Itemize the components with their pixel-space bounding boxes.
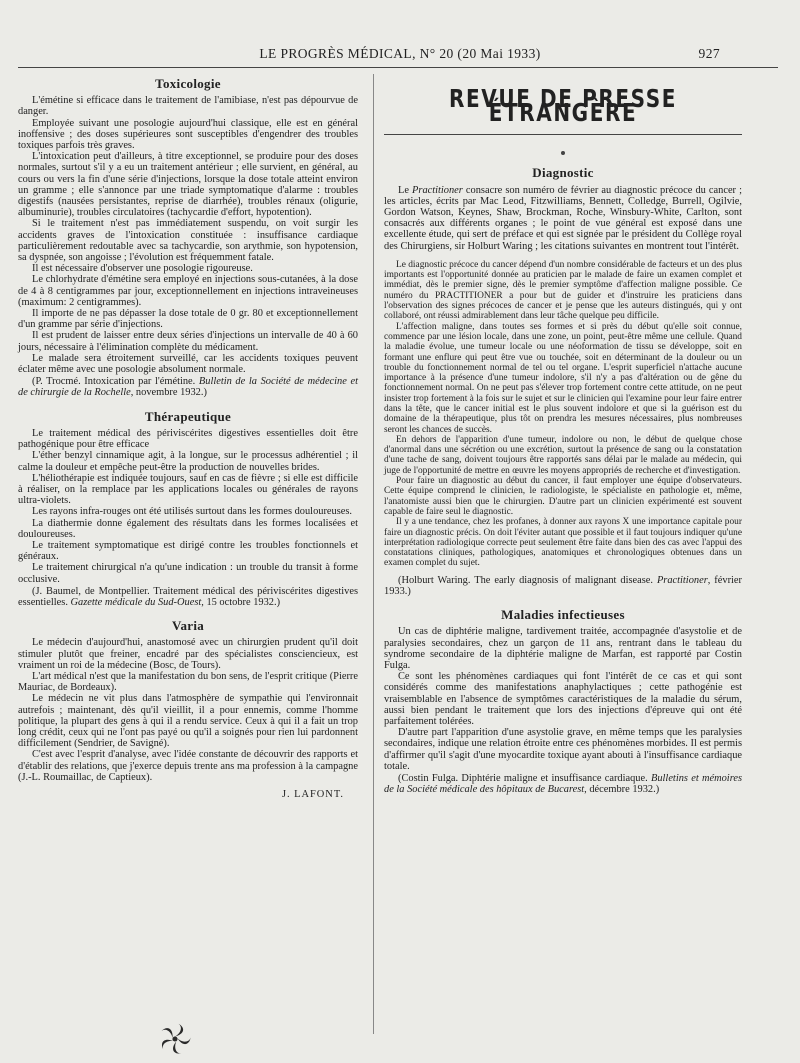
varia-heading: Varia [171, 618, 205, 634]
paragraph: Si le traitement n'est pas immédiatement suspendu, on voit surgir les accidents graves de l'intoxication constituée : insuffisance cardiaque particulièrement redoutable avec sa tachycardie, son arythmie, son hypotension, sa dyspnée, son angoisse ; l'évolution est fréquemment fatale. [18, 218, 358, 264]
excerpt: Le diagnostic précoce du cancer dépend d'un nombre considérable de facteurs et un des plus importants est l'opportunité donnée au praticien par le malade de faire un examen complet et immédiat, dès le premier signe, dès le premier symptôme d'affection maligne possible. Ce numéro du PRACTITIONER a pour but de guider et d'instruire les praticiens dans l'observation des signes précoces de cancer et je pense que les auteurs distingués, qui y ont collaboré, ont réussi admirablement dans leur tâche quelque peu difficile. [384, 259, 742, 322]
reference [18, 586, 358, 608]
paragraph: Le chlorhydrate d'émétine sera employé en injections sous-cutanées, à la dose de 4 à 8 centigrammes par jour, exceptionnellement en injections intraveineuses (maximum: 2 centigrammes). [18, 274, 358, 308]
paragraph: Les rayons infra-rouges ont été utilisés surtout dans les formes douloureuses. [32, 506, 353, 518]
bullet-dot-icon [561, 151, 565, 155]
paragraph: L'éther benzyl cinnamique agit, à la longue, sur le processus adhérentiel ; il calme la douleur et empêche peut-être la production de nouvelles brides. [18, 450, 358, 473]
paragraph: Le traitement symptomatique est dirigé contre les troubles fonctionnels et généraux. [18, 539, 358, 563]
intro-text: Le [398, 184, 413, 196]
reference-date: , février 1933.) [384, 574, 742, 597]
therapeutique-heading: Thérapeutique [144, 408, 232, 424]
paragraph: Il est prudent de laisser entre deux séries d'injections un intervalle de 40 à 60 jours, nécessaire à l'élimination complète du médicament. [18, 330, 358, 353]
diagnostic-section [384, 167, 742, 597]
section-title: REVUE DE PRESSE ÉTRANGÈRE [449, 83, 677, 128]
reference-author: (J. Baumel, de Montpellier. Traitement médical des périviscérites digestives essentielles. [18, 585, 358, 608]
reference-author: (Holburt Waring. The early diagnosis of malignant disease. [398, 574, 657, 586]
maladies-heading: Maladies infectieuses [501, 607, 625, 623]
journal-title: LE PROGRÈS MÉDICAL, N° 20 (20 Mai 1933) [259, 46, 541, 61]
running-head [0, 46, 800, 66]
excerpt: En dehors de l'apparition d'une tumeur, indolore ou non, le début de quelque chose d'anormal dans une sécrétion ou une excrétion, surtout la présence de sang ou la constatation d'une tache de sang, doivent toujours être rapportés sans délai par le malade au médecin, qui juge de l'opportunité de mettre en œuvre les moyens appropriés de recherche et d'investigation. [384, 434, 742, 476]
reference-journal: Practitioner [656, 574, 708, 586]
page-number: 927 [698, 46, 720, 61]
diagnostic-heading: Diagnostic [532, 165, 594, 181]
paragraph: D'autre part l'apparition d'une asystolie grave, en même temps que les paralysies secondaires, indique une relation étroite entre ces phénomènes morbides. Il est permis d'affirmer qu'il s'agit d'une myocardite toxique ayant abouti à l'insuffisance cardiaque totale. [384, 727, 742, 772]
intro-paragraph [384, 185, 742, 252]
signature: J. LAFONT. [281, 788, 344, 800]
paragraph: Il importe de ne pas dépasser la dose totale de 0 gr. 80 et exceptionnellement d'un gramme par série d'injections. [18, 308, 358, 331]
paragraph: C'est avec l'esprit d'analyse, avec l'idée constante de découvrir des rapports et d'établir des relations, que j'exerce depuis trente ans ma profession à la campagne (J.-L. Roumaillac, de Captieux). [18, 749, 358, 783]
paragraph: Le médecin ne vit plus dans l'atmosphère de sympathie qui l'environnait autrefois ; maintenant, dès qu'il vieillit, il a pour ennemis, comme l'homme politique, la plupart des gens à qui il a rendu service. Ceux à qui il a fait un trop long crédit, ceux qui ne l'ont pas payé ou qu'il a soignés pour rien lui pardonnent difficilement (Sendrier, de Savigné). [18, 693, 358, 750]
reference-date: , novembre 1932.) [130, 387, 207, 399]
left-column [18, 78, 358, 800]
reference-journal: Bulletin de la Société de médecine et de chirurgie de la Rochelle [18, 376, 358, 399]
reference [384, 773, 742, 795]
varia-section [18, 620, 358, 800]
intro-journal: Practitioner [412, 184, 463, 196]
intro-text: consacre son numéro de février au diagnostic précoce du cancer ; les articles, écrits par Mac Leod, Fitzwilliams, Bennett, Colledge, Burrell, Ogilvie, Gordon Watson, Keynes, Shaw, Brockman, Roche, Winsbury-White, Carlton, sont consacrés aux différents organes ; le point de vue général est exposé dans une excellente étude, qui sert de préface et qui est signée par le président du Collège royal des Chirurgiens, sir Holburt Waring ; les citations suivantes en montrent tout l'intérêt. [384, 184, 742, 252]
column-divider [373, 74, 374, 1034]
paragraph: Le traitement médical des périviscérites digestives essentielles doit être pathogénique pour être efficace [18, 427, 358, 451]
therapeutique-section [18, 408, 358, 608]
printer-ornament-icon [158, 1022, 192, 1056]
reference-author: (Costin Fulga. Diphtérie maligne et insuffisance cardiaque. [398, 772, 651, 784]
excerpt: Pour faire un diagnostic au début du cancer, il faut employer une équipe d'observateurs. Cette équipe comprend le clinicien, le radiologiste, le spécialiste en pathologie et, même, l'anatomiste aussi bien que le chirurgien. D'autre part un clinicien expérimenté est souvent capable de faire seul le diagnostic. [384, 476, 742, 517]
paragraph: La diathermie donne également des résultats dans les formes localisées et douloureuses. [18, 517, 358, 540]
excerpt: Il y a une tendance, chez les profanes, à donner aux rayons X une importance capitale pour faire un diagnostic précis. On doit l'éviter autant que possible et il faut toujours indiquer qu'une interprétation radiologique correcte peut seulement être faite dans bien des cas avec l'appui des constatations cliniques, pathologiques, anatomiques et chronologiques obtenues dans un examen complet du sujet. [384, 517, 742, 569]
paragraph: Employée suivant une posologie aujourd'hui classique, elle est en général inoffensive ; des doses supérieures sont susceptibles d'engendrer des troubles toxiques parfois très graves. [18, 117, 358, 152]
paragraph: L'émétine si efficace dans le traitement de l'amibiase, n'est pas dépourvue de danger. [18, 95, 358, 118]
reference [18, 376, 358, 398]
paragraph: L'héliothérapie est indiquée toujours, sauf en cas de fièvre ; si elle est difficile à réaliser, on la remplace par les applications locales ou générales de rayons ultra-violets. [18, 472, 358, 507]
reference-journal: Bulletins et mémoires de la Société médicale des hôpitaux de Bucarest [384, 772, 743, 796]
quoted-excerpts [384, 260, 742, 569]
header-rule [18, 67, 778, 68]
reference-date: , 15 octobre 1932.) [201, 596, 281, 608]
maladies-section [384, 609, 742, 795]
paragraph: Le médecin d'aujourd'hui, anastomosé avec un chirurgien prudent qu'il doit stimuler plutôt que freiner, encadré par des spécialistes consciencieux, est vraiment un roi de la médecine (Bosc, de Tours). [18, 637, 358, 671]
toxicologie-section [18, 78, 358, 399]
paragraph: Le malade sera étroitement surveillé, car les accidents toxiques peuvent éclater même avec une posologie absolument normale. [18, 352, 358, 376]
paragraph: L'intoxication peut d'ailleurs, à titre exceptionnel, se produire pour des doses normales, surtout s'il y a eu un traitement antérieur ; elle survient, en général, au cours ou vers la fin d'une série d'injections, lorsque la dose totale atteint environ un gramme ; elle s'annonce par une triade symptomatique d'alarme : troubles digestifs (nausées persistantes, reprise de diarrhée), troubles rénaux (oligurie, albuminurie), troubles circulatoires (tachycardie d'effort, hypotention). [18, 151, 358, 219]
paragraph: Il est nécessaire d'observer une posologie rigoureuse. [32, 263, 253, 275]
reference-author: (P. Trocmé. Intoxication par l'émétine. [32, 376, 199, 388]
reference-date: , décembre 1932.) [584, 784, 660, 796]
excerpt: L'affection maligne, dans toutes ses formes et si près du début qu'elle soit connue, commence par une lésion locale, dans une zone, un point, peut-être même une cellule. Quand la maladie évolue, une tumeur locale ou une néoformation de tissu se développe, soit en formant une enflure qui peut être vue ou touchée, soit en déterminant de la douleur ou un trouble du fonctionnement normal de tel ou tel organe. L'esprit superficiel n'attache aucune importance à la présence d'une tumeur indolore, s'il n'y a pas d'altération ou de gêne du fonctionnement normal. On ne peut pas s'élever trop fortement contre cette attitude, on ne peut insister trop fortement à la fois sur le sujet et sur le clinicien qui l'examine pour leur faire entrer dans la tête, que le cancer initial est le plus souvent indolore et que si la guérison est du domaine de la thérapeutique, plus tôt on prendra les mesures nécessaires, plus nombreuses seront les chances de succès. [384, 321, 742, 435]
paragraph: Le traitement chirurgical n'a qu'une indication : un trouble du transit à forme occlusive. [18, 562, 358, 585]
paragraph: Un cas de diphtérie maligne, tardivement traitée, accompagnée d'asystolie et de paralysies secondaires, chez un garçon de 11 ans, rentrant dans le tableau du syndrome secondaire de la diphtérie maligne de Marfan, est rapporté par Costin Fulga. [384, 626, 742, 671]
paragraph: L'art médical n'est que la manifestation du bon sens, de l'esprit critique (Pierre Mauriac, de Bordeaux). [18, 670, 358, 694]
title-rule [384, 134, 742, 135]
paragraph: Ce sont les phénomènes cardiaques qui font l'intérêt de ce cas et qui sont considérés comme des manifestations anaphylactiques ; cette pathogénie est vraisemblable en l'absence de symptômes caractéristiques de la maladie du sérum, aussi bien pendant le traitement que lors des injections d'épreuve qui ont été parfaitement tolérées. [384, 671, 742, 727]
reference-journal: Gazette médicale du Sud-Ouest [70, 596, 202, 608]
reference [384, 575, 742, 597]
toxicologie-heading: Toxicologie [155, 76, 221, 91]
right-column [384, 82, 742, 795]
